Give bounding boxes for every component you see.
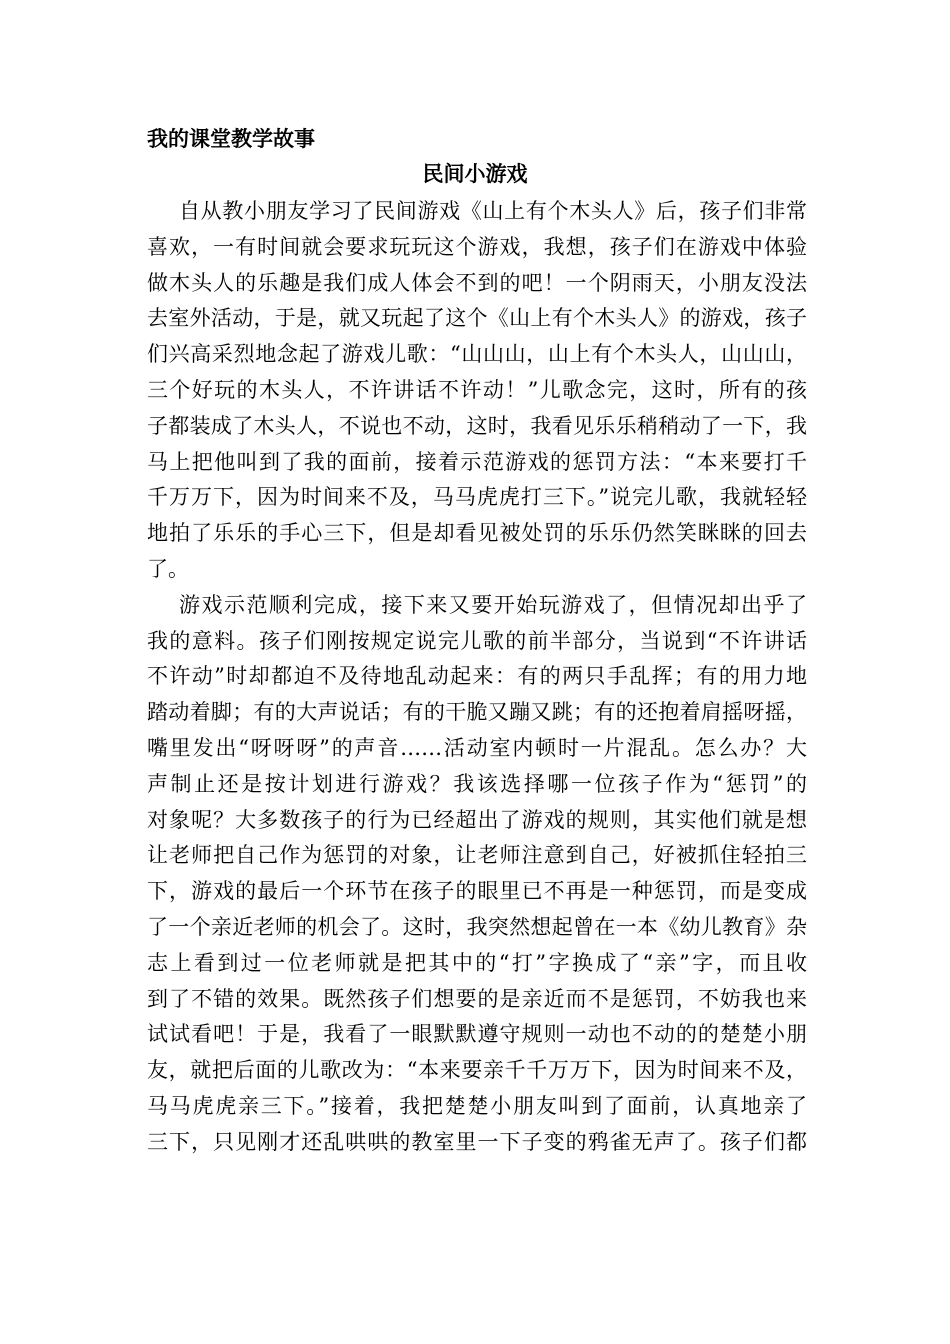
text-line: 马马虎虎亲三下。”接着，我把楚楚小朋友叫到了面前，认真地亲了	[147, 1093, 807, 1118]
text-line: 声制止还是按计划进行游戏？我该选择哪一位孩子作为“惩罚”的	[147, 771, 807, 796]
text-line: 志上看到过一位老师就是把其中的“打”字换成了“亲”字，而且收	[147, 950, 807, 975]
text-line: 做木头人的乐趣是我们成人体会不到的吧！一个阴雨天，小朋友没法	[147, 270, 807, 295]
document-label: 我的课堂教学故事	[147, 126, 315, 151]
text-line: 三下，只见刚才还乱哄哄的教室里一下子变的鸦雀无声了。孩子们都	[147, 1129, 807, 1154]
document-title: 民间小游戏	[422, 161, 528, 186]
text-line: 到了不错的效果。既然孩子们想要的是亲近而不是惩罚，不妨我也来	[147, 986, 807, 1011]
text-line: 踏动着脚；有的大声说话；有的干脆又蹦又跳；有的还抱着肩摇呀摇，	[147, 700, 807, 725]
paragraph	[147, 194, 807, 588]
text-line: 自从教小朋友学习了民间游戏《山上有个木头人》后，孩子们非常	[179, 199, 807, 223]
text-line: 三个好玩的木头人，不许讲话不许动！”儿歌念完，这时，所有的孩	[147, 377, 807, 402]
paragraph	[147, 588, 807, 1161]
text-line: 马上把他叫到了我的面前，接着示范游戏的惩罚方法：“本来要打千	[147, 449, 807, 474]
text-line: 下，游戏的最后一个环节在孩子的眼里已不再是一种惩罚，而是变成	[147, 879, 807, 904]
text-line: 千万万下，因为时间来不及，马马虎虎打三下。”说完儿歌，我就轻轻	[147, 485, 807, 510]
text-line: 不许动”时却都迫不及待地乱动起来：有的两只手乱挥；有的用力地	[147, 664, 807, 689]
text-line: 嘴里发出“呀呀呀”的声音……活动室内顿时一片混乱。怎么办？大	[147, 735, 807, 760]
text-line: 地拍了乐乐的手心三下，但是却看见被处罚的乐乐仍然笑眯眯的回去	[147, 521, 807, 546]
text-line: 我的意料。孩子们刚按规定说完儿歌的前半部分，当说到“不许讲话	[147, 628, 807, 653]
text-line: 喜欢，一有时间就会要求玩玩这个游戏，我想，孩子们在游戏中体验	[147, 234, 807, 259]
text-line: 了。	[147, 556, 189, 581]
text-line: 们兴高采烈地念起了游戏儿歌：“山山山，山上有个木头人，山山山，	[147, 342, 807, 367]
text-line: 友，就把后面的儿歌改为：“本来要亲千千万万下，因为时间来不及，	[147, 1058, 807, 1083]
text-line: 让老师把自己作为惩罚的对象，让老师注意到自己，好被抓住轻拍三	[147, 843, 807, 868]
text-line: 游戏示范顺利完成，接下来又要开始玩游戏了，但情况却出乎了	[179, 592, 807, 617]
text-line: 对象呢？大多数孩子的行为已经超出了游戏的规则，其实他们就是想	[147, 807, 807, 832]
document-body	[147, 194, 807, 1161]
text-line: 去室外活动，于是，就又玩起了这个《山上有个木头人》的游戏，孩子	[147, 306, 807, 331]
text-line: 子都装成了木头人，不说也不动，这时，我看见乐乐稍稍动了一下，我	[147, 413, 807, 438]
text-line: 了一个亲近老师的机会了。这时，我突然想起曾在一本《幼儿教育》杂	[147, 914, 807, 939]
text-line: 试试看吧！于是，我看了一眼默默遵守规则一动也不动的的楚楚小朋	[147, 1022, 807, 1047]
